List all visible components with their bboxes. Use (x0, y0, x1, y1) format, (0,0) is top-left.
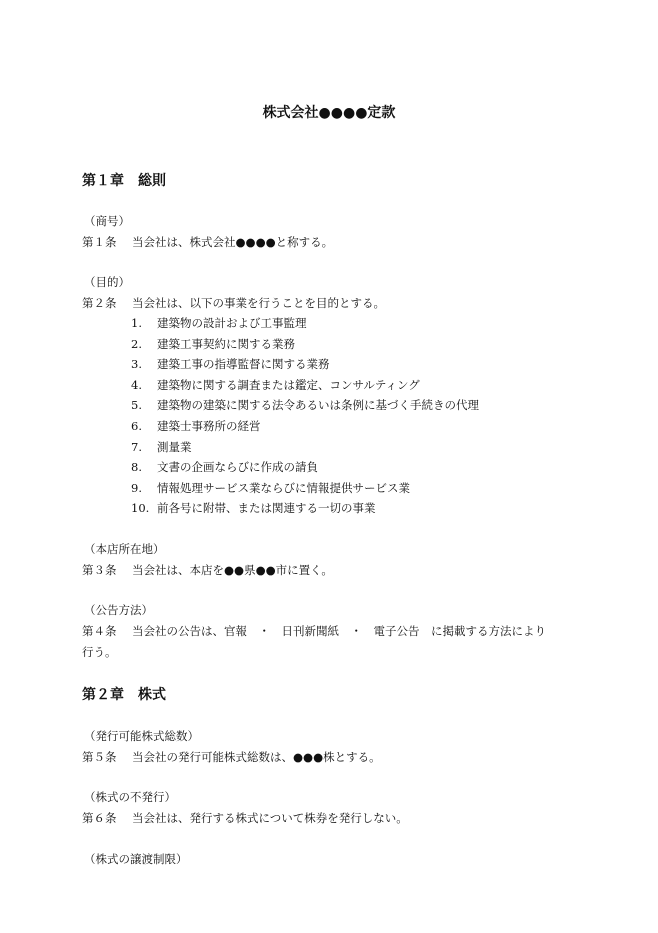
article-7-caption: （株式の譲渡制限） (84, 852, 188, 866)
article-4-text: 当会社の公告は、官報 ・ 日刊新聞紙 ・ 電子公告 に掲載する方法により (132, 624, 546, 638)
list-item: 7. 測量業 (131, 439, 192, 454)
chapter-2-heading: 第２章 株式 (82, 687, 166, 703)
article-1 (82, 235, 333, 249)
article-5 (82, 750, 381, 764)
article-2-caption: （目的） (84, 275, 130, 289)
article-2 (82, 296, 385, 310)
list-item: 9. 情報処理サービス業ならびに情報提供サービス業 (131, 480, 410, 495)
article-4 (82, 624, 546, 638)
list-item: 2. 建築工事契約に関する業務 (131, 336, 295, 351)
article-6-number: 第６条 (82, 811, 117, 825)
article-2-text: 当会社は、以下の事業を行うことを目的とする。 (132, 296, 385, 310)
article-1-caption: （商号） (84, 214, 130, 228)
article-5-number: 第５条 (82, 750, 117, 764)
list-item: 8. 文書の企画ならびに作成の請負 (131, 460, 318, 475)
list-item: 6. 建築士事務所の経営 (131, 418, 261, 433)
article-3-caption: （本店所在地） (84, 542, 165, 556)
article-6-caption: （株式の不発行） (84, 790, 176, 804)
article-1-number: 第１条 (82, 235, 117, 249)
document-title: 株式会社●●●●定款 (262, 105, 396, 121)
article-3-text: 当会社は、本店を●●県●●市に置く。 (132, 563, 333, 577)
chapter-1-heading: 第１章 総則 (82, 173, 166, 189)
article-2-number: 第２条 (82, 296, 117, 310)
article-5-caption: （発行可能株式総数） (84, 729, 199, 743)
article-4-caption: （公告方法） (84, 603, 153, 617)
article-3-number: 第３条 (82, 563, 117, 577)
list-item: 1. 建築物の設計および工事監理 (131, 316, 307, 330)
article-6-text: 当会社は、発行する株式について株券を発行しない。 (132, 811, 408, 825)
list-item: 4. 建築物に関する調査または鑑定、コンサルティング (131, 377, 420, 392)
article-5-text: 当会社の発行可能株式総数は、●●●株とする。 (132, 750, 381, 764)
article-1-text: 当会社は、株式会社●●●●と称する。 (132, 235, 334, 249)
article-3 (82, 563, 333, 577)
article-4-number: 第４条 (82, 624, 117, 638)
article-4-continuation: 行う。 (82, 645, 117, 659)
article-6 (82, 811, 408, 825)
purpose-list (131, 316, 479, 522)
list-item: 3. 建築工事の指導監督に関する業務 (131, 357, 330, 372)
list-item: 5. 建築物の建築に関する法令あるいは条例に基づく手続きの代理 (131, 398, 479, 413)
list-item: 10. 前各号に附帯、または関連する一切の事業 (131, 501, 376, 516)
